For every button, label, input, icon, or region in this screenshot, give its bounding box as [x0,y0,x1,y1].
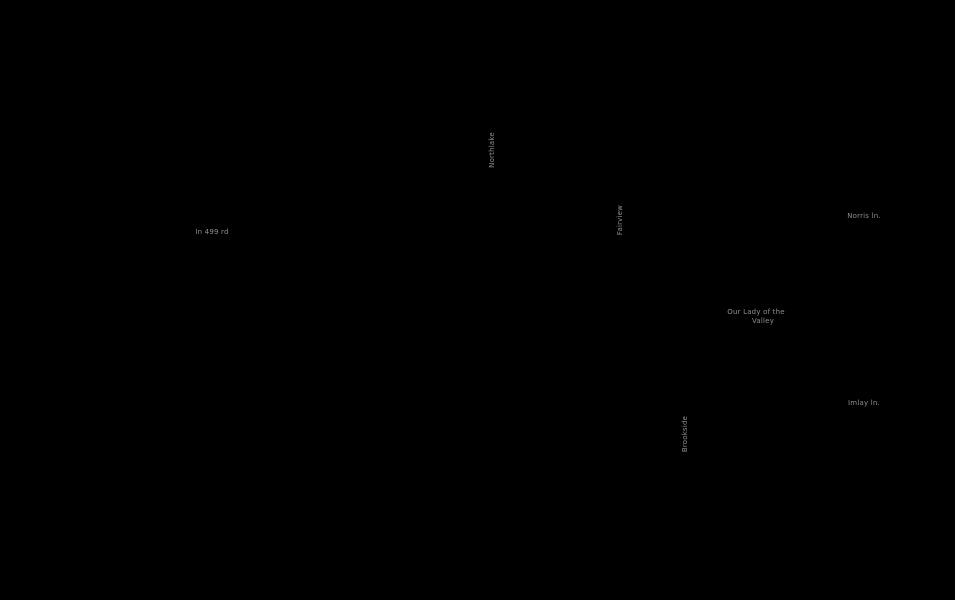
road-label-horizontal-1: In 499 rd [195,228,229,236]
road-label-horizontal-3: Imlay ln. [848,399,880,407]
road-label-vertical-1: Northlake [488,132,496,168]
place-label-line1: Our Lady of the [727,308,785,316]
road-label-vertical-2: Fairview [616,204,624,236]
road-label-vertical-3: Brookside [681,415,689,453]
place-label [727,308,785,326]
place-label-line2: Valley [751,317,775,325]
road-label-horizontal-2: Norris ln. [847,212,881,220]
